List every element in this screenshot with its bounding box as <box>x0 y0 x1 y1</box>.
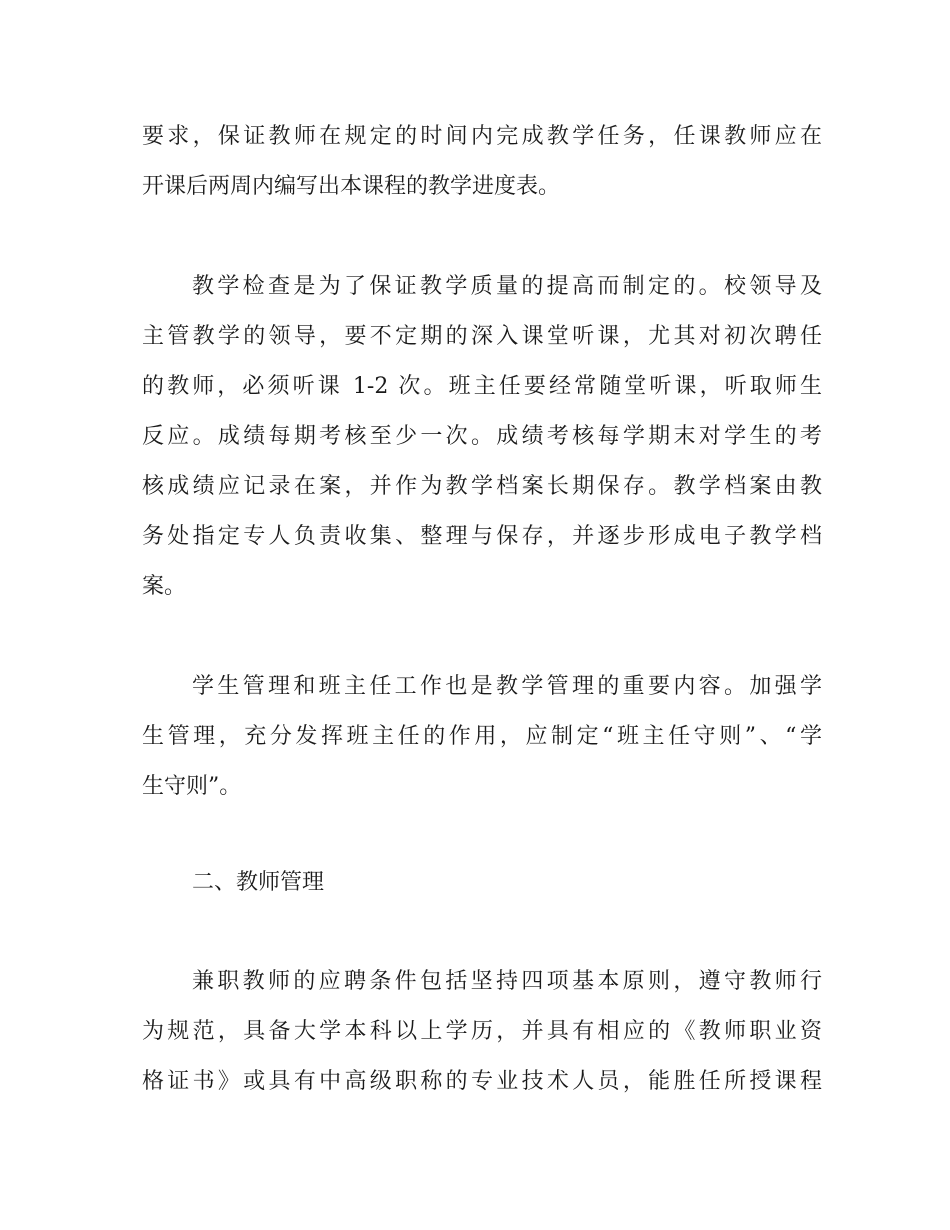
paragraph-2-line-4: 反应。成绩每期考核至少一次。成绩考核每学期末对学生的考 <box>142 424 822 449</box>
paragraph-5-line-2: 为规范，具备大学本科以上学历，并具有相应的《教师职业资 <box>142 1019 822 1044</box>
section-heading: 二、教师管理 <box>192 870 325 895</box>
paragraph-3-line-1: 学生管理和班主任工作也是教学管理的重要内容。加强学 <box>192 674 822 699</box>
paragraph-3-line-2: 生管理，充分发挥班主任的作用，应制定“班主任守则”、“学 <box>142 724 822 749</box>
paragraph-3-line-3: 生守则”。 <box>142 774 242 799</box>
paragraph-1-line-2: 开课后两周内编写出本课程的教学进度表。 <box>142 174 561 199</box>
paragraph-2-line-5: 核成绩应记录在案，并作为教学档案长期保存。教学档案由教 <box>142 474 822 499</box>
paragraph-2-line-2: 主管教学的领导，要不定期的深入课堂听课，尤其对初次聘任 <box>142 324 822 349</box>
paragraph-2-line-1: 教学检查是为了保证教学质量的提高而制定的。校领导及 <box>192 274 822 299</box>
paragraph-5-line-1: 兼职教师的应聘条件包括坚持四项基本原则，遵守教师行 <box>192 969 822 994</box>
paragraph-5-line-3: 格证书》或具有中高级职称的专业技术人员，能胜任所授课程 <box>142 1069 822 1094</box>
paragraph-2-line-3: 的教师，必须听课 1-2 次。班主任要经常随堂听课，听取师生 <box>142 374 822 399</box>
paragraph-2-line-6: 务处指定专人负责收集、整理与保存，并逐步形成电子教学档 <box>142 524 822 549</box>
paragraph-1-line-1: 要求，保证教师在规定的时间内完成教学任务，任课教师应在 <box>142 124 822 149</box>
paragraph-2-line-7: 案。 <box>142 574 187 599</box>
